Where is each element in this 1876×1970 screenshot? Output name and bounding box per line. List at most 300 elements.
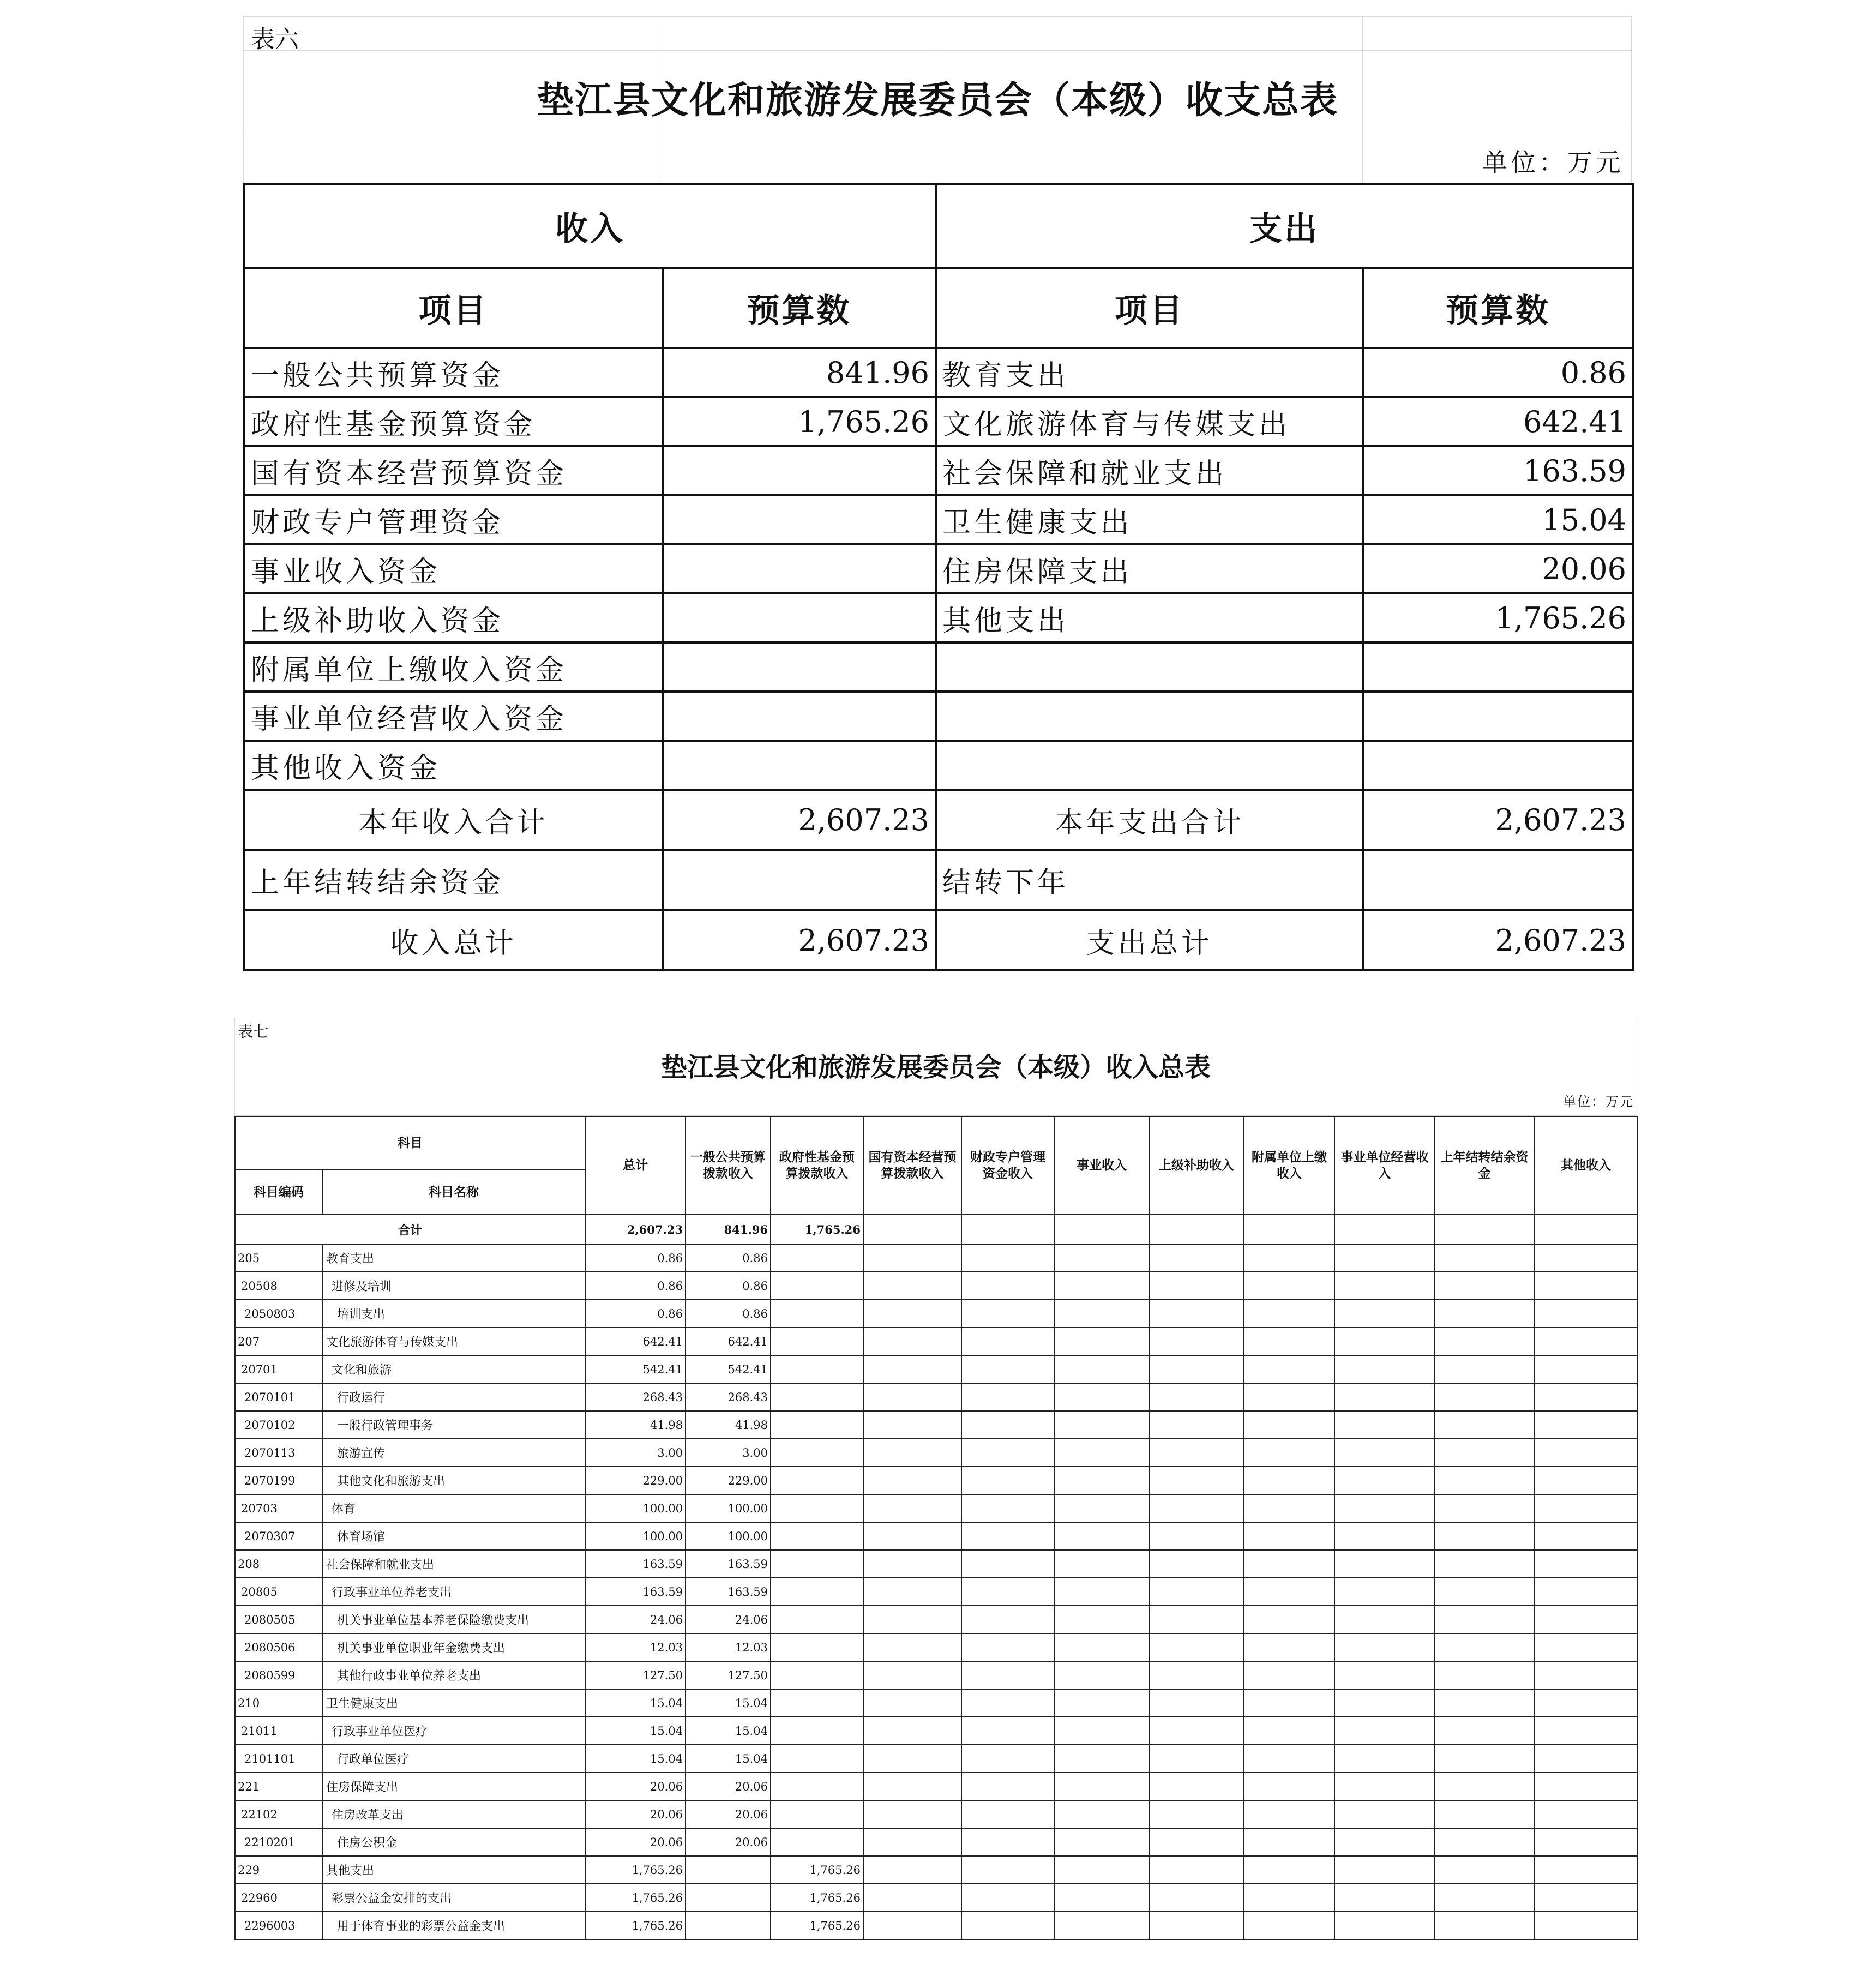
empty-cell xyxy=(1244,1355,1334,1383)
income-header: 收入 xyxy=(244,184,936,268)
fund-budget-cell xyxy=(771,1272,863,1300)
empty-cell xyxy=(1244,1383,1334,1411)
empty-cell xyxy=(1534,1494,1638,1522)
empty-cell xyxy=(1244,1745,1334,1773)
subject-code-cell: 221 xyxy=(235,1773,322,1800)
empty-cell xyxy=(1534,1578,1638,1606)
subject-code-cell: 2080505 xyxy=(235,1606,322,1633)
col-header: 事业单位经营收入 xyxy=(1334,1116,1435,1215)
empty-cell xyxy=(1334,1661,1435,1689)
empty-cell xyxy=(1149,1800,1244,1828)
empty-cell xyxy=(1244,1884,1334,1912)
subject-name-cell: 行政运行 xyxy=(322,1383,585,1411)
empty-cell xyxy=(1435,1856,1534,1884)
out-val-cell: 642.41 xyxy=(1363,397,1633,446)
table-row xyxy=(235,1800,1638,1828)
carry-out-label: 结转下年 xyxy=(936,850,1363,910)
empty-cell xyxy=(1244,1633,1334,1661)
empty-cell xyxy=(1149,1884,1244,1912)
total-cell: 642.41 xyxy=(585,1328,686,1355)
expense-header: 支出 xyxy=(936,184,1633,268)
out-item-cell xyxy=(936,741,1363,790)
empty-cell xyxy=(1149,1467,1244,1494)
empty-cell xyxy=(1334,1383,1435,1411)
total-cell: 1,765.26 xyxy=(585,1884,686,1912)
empty-cell xyxy=(961,1689,1054,1717)
income-item-header: 项目 xyxy=(244,268,663,348)
carry-out-value xyxy=(1363,850,1633,910)
empty-cell xyxy=(961,1244,1054,1272)
empty-cell xyxy=(1334,1300,1435,1328)
total-cell: 229.00 xyxy=(585,1467,686,1494)
year-income-total-value: 2,607.23 xyxy=(663,790,936,850)
general-budget-cell: 542.41 xyxy=(686,1355,771,1383)
empty-cell xyxy=(1534,1856,1638,1884)
subject-code-cell: 205 xyxy=(235,1244,322,1272)
table-row xyxy=(235,1300,1638,1328)
empty-cell xyxy=(961,1717,1054,1745)
empty-cell xyxy=(863,1745,961,1773)
subject-name-cell: 体育场馆 xyxy=(322,1522,585,1550)
out-item-cell: 社会保障和就业支出 xyxy=(936,446,1363,495)
table-row xyxy=(244,446,1633,495)
empty-cell xyxy=(863,1717,961,1745)
table-row xyxy=(235,1355,1638,1383)
table-row xyxy=(235,1328,1638,1355)
empty-cell xyxy=(1054,1856,1149,1884)
subject-name-cell: 文化和旅游 xyxy=(322,1355,585,1383)
empty-cell xyxy=(1149,1606,1244,1633)
general-budget-cell: 229.00 xyxy=(686,1467,771,1494)
empty-cell xyxy=(1149,1383,1244,1411)
subject-code-cell: 20701 xyxy=(235,1355,322,1383)
empty-cell xyxy=(1054,1884,1149,1912)
empty-cell xyxy=(1054,1494,1149,1522)
in-item-cell: 上级补助收入资金 xyxy=(244,593,663,642)
general-budget-cell: 20.06 xyxy=(686,1773,771,1800)
empty-cell xyxy=(1334,1411,1435,1439)
table-title: 垫江县文化和旅游发展委员会（本级）收入总表 xyxy=(660,1052,1211,1083)
total-cell: 20.06 xyxy=(585,1828,686,1856)
total-cell: 542.41 xyxy=(585,1355,686,1383)
empty-cell xyxy=(863,1411,961,1439)
table-row xyxy=(235,1578,1638,1606)
subject-name-cell: 旅游宣传 xyxy=(322,1439,585,1467)
subject-code-cell: 208 xyxy=(235,1550,322,1578)
empty-cell xyxy=(1054,1717,1149,1745)
empty-cell xyxy=(863,1467,961,1494)
empty-cell xyxy=(1149,1661,1244,1689)
total-cell: 20.06 xyxy=(585,1800,686,1828)
subject-code-cell: 2070101 xyxy=(235,1383,322,1411)
empty-cell xyxy=(1334,1578,1435,1606)
empty-cell xyxy=(1054,1606,1149,1633)
empty-cell xyxy=(1054,1300,1149,1328)
general-budget-cell: 20.06 xyxy=(686,1800,771,1828)
general-budget-cell xyxy=(686,1884,771,1912)
empty-cell xyxy=(863,1328,961,1355)
empty-cell xyxy=(1534,1800,1638,1828)
total-row-label: 合计 xyxy=(235,1215,585,1244)
general-budget-cell: 24.06 xyxy=(686,1606,771,1633)
empty-cell xyxy=(961,1884,1054,1912)
col-header: 附属单位上缴收入 xyxy=(1244,1116,1334,1215)
empty-cell xyxy=(1435,1244,1534,1272)
col-header: 事业收入 xyxy=(1054,1116,1149,1215)
subject-name-cell: 行政事业单位养老支出 xyxy=(322,1578,585,1606)
fund-budget-cell xyxy=(771,1550,863,1578)
total-cell: 0.86 xyxy=(585,1300,686,1328)
general-budget-cell xyxy=(686,1912,771,1939)
in-item-cell: 附属单位上缴收入资金 xyxy=(244,642,663,692)
empty-cell xyxy=(1244,1578,1334,1606)
empty-cell xyxy=(863,1828,961,1856)
empty-cell xyxy=(961,1578,1054,1606)
empty-cell xyxy=(1244,1550,1334,1578)
empty-cell xyxy=(1244,1606,1334,1633)
subject-code-cell: 2070307 xyxy=(235,1522,322,1550)
subject-name-header: 科目名称 xyxy=(322,1170,585,1215)
empty-cell xyxy=(1244,1215,1334,1244)
subject-code-cell: 207 xyxy=(235,1328,322,1355)
empty-cell xyxy=(961,1828,1054,1856)
expense-item-header: 项目 xyxy=(936,268,1363,348)
empty-cell xyxy=(863,1522,961,1550)
empty-cell xyxy=(1435,1578,1534,1606)
empty-cell xyxy=(1149,1300,1244,1328)
total-cell: 268.43 xyxy=(585,1383,686,1411)
total-cell: 1,765.26 xyxy=(585,1856,686,1884)
empty-cell xyxy=(1149,1912,1244,1939)
empty-cell xyxy=(1534,1912,1638,1939)
empty-cell xyxy=(1435,1550,1534,1578)
in-item-cell: 其他收入资金 xyxy=(244,741,663,790)
grand-income-total-value: 2,607.23 xyxy=(663,910,936,970)
out-val-cell xyxy=(1363,741,1633,790)
empty-cell xyxy=(1149,1550,1244,1578)
in-item-cell: 事业单位经营收入资金 xyxy=(244,692,663,741)
subject-name-cell: 行政单位医疗 xyxy=(322,1745,585,1773)
fund-budget-cell xyxy=(771,1355,863,1383)
empty-cell xyxy=(1244,1800,1334,1828)
total-cell: 20.06 xyxy=(585,1773,686,1800)
general-budget-cell: 0.86 xyxy=(686,1300,771,1328)
empty-cell xyxy=(1534,1884,1638,1912)
total-cell: 1,765.26 xyxy=(585,1912,686,1939)
empty-cell xyxy=(1244,1411,1334,1439)
subject-name-cell: 进修及培训 xyxy=(322,1272,585,1300)
subject-code-cell: 20703 xyxy=(235,1494,322,1522)
empty-cell xyxy=(1149,1244,1244,1272)
table-tag: 表六 xyxy=(251,26,299,53)
empty-cell xyxy=(1054,1328,1149,1355)
out-val-cell: 20.06 xyxy=(1363,544,1633,593)
empty-cell xyxy=(863,1439,961,1467)
total-cell: 127.50 xyxy=(585,1661,686,1689)
unit-label: 单位：万元 xyxy=(1563,1094,1634,1109)
empty-cell xyxy=(1054,1244,1149,1272)
fund-budget-cell xyxy=(771,1661,863,1689)
table-row xyxy=(244,348,1633,397)
empty-cell xyxy=(863,1272,961,1300)
empty-cell xyxy=(863,1689,961,1717)
total-row-general: 841.96 xyxy=(686,1215,771,1244)
empty-cell xyxy=(1534,1745,1638,1773)
empty-cell xyxy=(1054,1633,1149,1661)
empty-cell xyxy=(1534,1717,1638,1745)
subject-name-cell: 行政事业单位医疗 xyxy=(322,1717,585,1745)
empty-cell xyxy=(961,1215,1054,1244)
empty-cell xyxy=(961,1773,1054,1800)
empty-cell xyxy=(1244,1244,1334,1272)
empty-cell xyxy=(1534,1689,1638,1717)
empty-cell xyxy=(961,1550,1054,1578)
general-budget-cell: 15.04 xyxy=(686,1745,771,1773)
empty-cell xyxy=(1534,1355,1638,1383)
subject-code-cell: 2070199 xyxy=(235,1467,322,1494)
empty-cell xyxy=(1435,1328,1534,1355)
col-header: 一般公共预算拨款收入 xyxy=(686,1116,771,1215)
subject-name-cell: 彩票公益金安排的支出 xyxy=(322,1884,585,1912)
empty-cell xyxy=(961,1494,1054,1522)
empty-cell xyxy=(1435,1272,1534,1300)
col-header: 国有资本经营预算拨款收入 xyxy=(863,1116,961,1215)
total-cell: 3.00 xyxy=(585,1439,686,1467)
empty-cell xyxy=(1149,1215,1244,1244)
empty-cell xyxy=(1149,1689,1244,1717)
empty-cell xyxy=(1435,1606,1534,1633)
empty-cell xyxy=(1149,1633,1244,1661)
empty-cell xyxy=(1435,1661,1534,1689)
empty-cell xyxy=(863,1355,961,1383)
subject-code-cell: 22102 xyxy=(235,1800,322,1828)
in-val-cell xyxy=(663,741,936,790)
subject-name-cell: 用于体育事业的彩票公益金支出 xyxy=(322,1912,585,1939)
empty-cell xyxy=(1534,1550,1638,1578)
subject-name-cell: 一般行政管理事务 xyxy=(322,1411,585,1439)
empty-cell xyxy=(1334,1717,1435,1745)
empty-cell xyxy=(1334,1439,1435,1467)
empty-cell xyxy=(1149,1439,1244,1467)
fund-budget-cell: 1,765.26 xyxy=(771,1884,863,1912)
subject-code-cell: 210 xyxy=(235,1689,322,1717)
col-header: 上年结转结余资金 xyxy=(1435,1116,1534,1215)
empty-cell xyxy=(863,1300,961,1328)
out-val-cell: 15.04 xyxy=(1363,495,1633,544)
empty-cell xyxy=(961,1383,1054,1411)
in-item-cell: 国有资本经营预算资金 xyxy=(244,446,663,495)
fund-budget-cell: 1,765.26 xyxy=(771,1912,863,1939)
subject-code-cell: 20508 xyxy=(235,1272,322,1300)
out-val-cell: 0.86 xyxy=(1363,348,1633,397)
empty-cell xyxy=(1054,1828,1149,1856)
empty-cell xyxy=(1244,1494,1334,1522)
in-item-cell: 一般公共预算资金 xyxy=(244,348,663,397)
empty-cell xyxy=(1334,1467,1435,1494)
empty-cell xyxy=(1244,1856,1334,1884)
general-budget-cell: 3.00 xyxy=(686,1439,771,1467)
subject-code-cell: 2210201 xyxy=(235,1828,322,1856)
table-row xyxy=(244,741,1633,790)
empty-cell xyxy=(1054,1215,1149,1244)
income-detail-table xyxy=(234,1116,1638,1940)
subject-code-cell: 2050803 xyxy=(235,1300,322,1328)
general-budget-cell: 163.59 xyxy=(686,1578,771,1606)
year-expense-total-value: 2,607.23 xyxy=(1363,790,1633,850)
total-cell: 163.59 xyxy=(585,1550,686,1578)
col-header: 政府性基金预算拨款收入 xyxy=(771,1116,863,1215)
fund-budget-cell xyxy=(771,1606,863,1633)
out-val-cell xyxy=(1363,642,1633,692)
empty-cell xyxy=(961,1745,1054,1773)
empty-cell xyxy=(1149,1522,1244,1550)
subject-name-cell: 机关事业单位职业年金缴费支出 xyxy=(322,1633,585,1661)
out-val-cell xyxy=(1363,692,1633,741)
empty-cell xyxy=(863,1383,961,1411)
empty-cell xyxy=(1435,1300,1534,1328)
fund-budget-cell xyxy=(771,1773,863,1800)
year-expense-total-label: 本年支出合计 xyxy=(936,790,1363,850)
subject-name-cell: 其他行政事业单位养老支出 xyxy=(322,1661,585,1689)
empty-cell xyxy=(1435,1215,1534,1244)
table-title: 垫江县文化和旅游发展委员会（本级）收支总表 xyxy=(536,79,1338,122)
total-cell: 15.04 xyxy=(585,1745,686,1773)
grand-income-total-label: 收入总计 xyxy=(244,910,663,970)
empty-cell xyxy=(961,1328,1054,1355)
table-row xyxy=(244,495,1633,544)
empty-cell xyxy=(1435,1633,1534,1661)
empty-cell xyxy=(1054,1439,1149,1467)
empty-cell xyxy=(1149,1773,1244,1800)
unit-label: 单位：万元 xyxy=(1482,148,1624,177)
fund-budget-cell xyxy=(771,1494,863,1522)
subject-name-cell: 其他文化和旅游支出 xyxy=(322,1467,585,1494)
subject-name-cell: 住房公积金 xyxy=(322,1828,585,1856)
empty-cell xyxy=(1534,1383,1638,1411)
empty-cell xyxy=(1054,1661,1149,1689)
empty-cell xyxy=(863,1550,961,1578)
in-item-cell: 财政专户管理资金 xyxy=(244,495,663,544)
table-row xyxy=(235,1439,1638,1467)
general-budget-cell: 12.03 xyxy=(686,1633,771,1661)
table-row xyxy=(235,1606,1638,1633)
empty-cell xyxy=(1149,1717,1244,1745)
empty-cell xyxy=(1334,1884,1435,1912)
empty-cell xyxy=(1534,1606,1638,1633)
in-item-cell: 事业收入资金 xyxy=(244,544,663,593)
fund-budget-cell xyxy=(771,1578,863,1606)
empty-cell xyxy=(1334,1828,1435,1856)
general-budget-cell: 0.86 xyxy=(686,1272,771,1300)
out-val-cell: 163.59 xyxy=(1363,446,1633,495)
out-item-cell: 住房保障支出 xyxy=(936,544,1363,593)
empty-cell xyxy=(1534,1467,1638,1494)
table-row xyxy=(244,593,1633,642)
out-item-cell: 文化旅游体育与传媒支出 xyxy=(936,397,1363,446)
empty-cell xyxy=(961,1856,1054,1884)
table-row xyxy=(235,1773,1638,1800)
subject-code-cell: 2296003 xyxy=(235,1912,322,1939)
total-cell: 100.00 xyxy=(585,1494,686,1522)
empty-cell xyxy=(961,1800,1054,1828)
general-budget-cell: 15.04 xyxy=(686,1717,771,1745)
subject-code-cell: 22960 xyxy=(235,1884,322,1912)
empty-cell xyxy=(863,1856,961,1884)
total-cell: 24.06 xyxy=(585,1606,686,1633)
in-val-cell xyxy=(663,593,936,642)
fund-budget-cell xyxy=(771,1800,863,1828)
total-cell: 163.59 xyxy=(585,1578,686,1606)
empty-cell xyxy=(1334,1689,1435,1717)
total-cell: 12.03 xyxy=(585,1633,686,1661)
out-item-cell xyxy=(936,642,1363,692)
empty-cell xyxy=(863,1884,961,1912)
empty-cell xyxy=(1334,1328,1435,1355)
out-val-cell: 1,765.26 xyxy=(1363,593,1633,642)
subject-name-cell: 机关事业单位基本养老保险缴费支出 xyxy=(322,1606,585,1633)
fund-budget-cell xyxy=(771,1633,863,1661)
empty-cell xyxy=(1244,1661,1334,1689)
empty-cell xyxy=(863,1661,961,1689)
general-budget-cell: 15.04 xyxy=(686,1689,771,1717)
fund-budget-cell xyxy=(771,1328,863,1355)
empty-cell xyxy=(1244,1828,1334,1856)
subject-code-cell: 2080506 xyxy=(235,1633,322,1661)
empty-cell xyxy=(1054,1745,1149,1773)
col-header: 上级补助收入 xyxy=(1149,1116,1244,1215)
empty-cell xyxy=(1244,1522,1334,1550)
fund-budget-cell xyxy=(771,1300,863,1328)
subject-name-cell: 卫生健康支出 xyxy=(322,1689,585,1717)
empty-cell xyxy=(1054,1800,1149,1828)
empty-cell xyxy=(1054,1522,1149,1550)
empty-cell xyxy=(863,1215,961,1244)
out-item-cell: 卫生健康支出 xyxy=(936,495,1363,544)
subject-code-cell: 2101101 xyxy=(235,1745,322,1773)
table-row xyxy=(235,1745,1638,1773)
subject-name-cell: 住房保障支出 xyxy=(322,1773,585,1800)
subject-name-cell: 教育支出 xyxy=(322,1244,585,1272)
empty-cell xyxy=(1149,1411,1244,1439)
empty-cell xyxy=(1435,1884,1534,1912)
general-budget-cell: 268.43 xyxy=(686,1383,771,1411)
empty-cell xyxy=(1244,1328,1334,1355)
subject-code-cell: 2070113 xyxy=(235,1439,322,1467)
table-row xyxy=(235,1272,1638,1300)
table-row xyxy=(235,1411,1638,1439)
empty-cell xyxy=(1435,1912,1534,1939)
out-item-cell xyxy=(936,692,1363,741)
empty-cell xyxy=(1534,1522,1638,1550)
in-val-cell xyxy=(663,495,936,544)
empty-cell xyxy=(1534,1411,1638,1439)
empty-cell xyxy=(961,1272,1054,1300)
empty-cell xyxy=(863,1912,961,1939)
empty-cell xyxy=(1334,1494,1435,1522)
empty-cell xyxy=(1054,1355,1149,1383)
empty-cell xyxy=(1534,1661,1638,1689)
empty-cell xyxy=(1534,1328,1638,1355)
empty-cell xyxy=(1435,1439,1534,1467)
fund-budget-cell xyxy=(771,1689,863,1717)
subject-code-cell: 229 xyxy=(235,1856,322,1884)
empty-cell xyxy=(863,1494,961,1522)
table-row xyxy=(244,692,1633,741)
empty-cell xyxy=(1149,1272,1244,1300)
table-row xyxy=(244,544,1633,593)
table-row xyxy=(235,1661,1638,1689)
empty-cell xyxy=(1334,1272,1435,1300)
